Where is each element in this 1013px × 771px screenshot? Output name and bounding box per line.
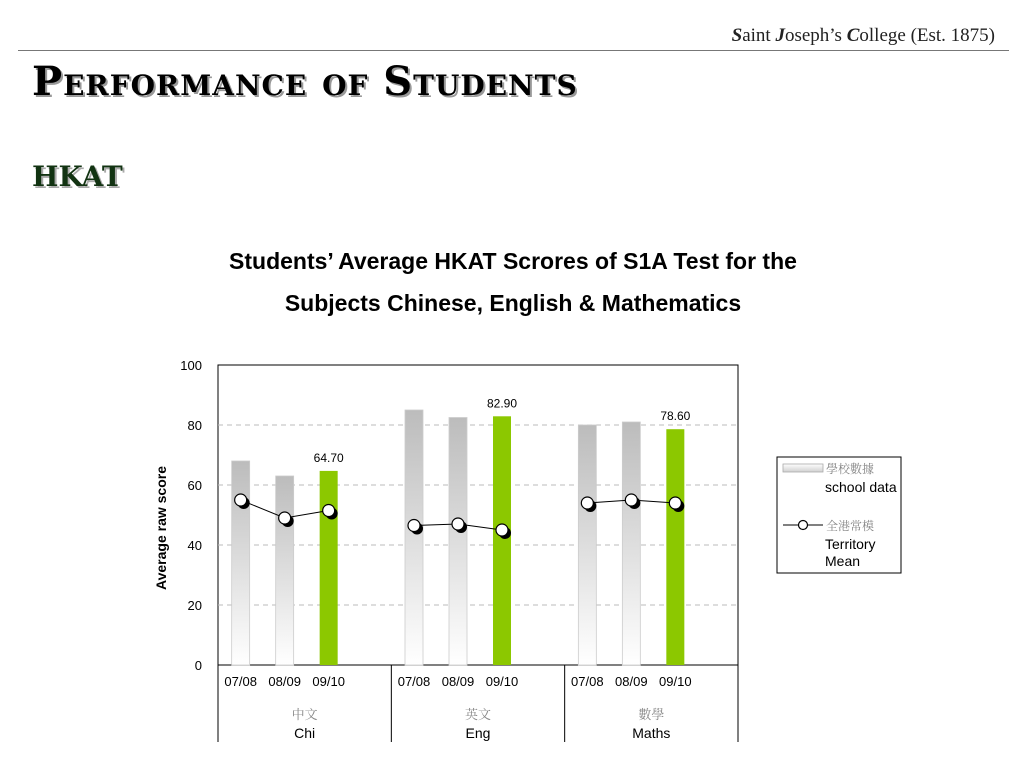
subject-zh-label: 中文 bbox=[291, 708, 318, 723]
bar-maths-1 bbox=[622, 422, 640, 665]
gridlines bbox=[218, 425, 738, 605]
x-tick-label: 09/10 bbox=[485, 674, 519, 689]
page-title: Performance of Students bbox=[32, 58, 578, 105]
subject-zh-label: 英文 bbox=[464, 708, 492, 723]
x-tick-label: 07/08 bbox=[224, 674, 257, 689]
y-tick-label: 60 bbox=[187, 478, 202, 493]
bar-chi-0 bbox=[232, 461, 250, 665]
x-tick-label: 07/08 bbox=[397, 674, 431, 689]
section-title: HKAT bbox=[32, 160, 123, 193]
x-tick-label: 08/09 bbox=[615, 674, 648, 689]
y-tick-label: 80 bbox=[187, 418, 202, 433]
subject-en-label: Eng bbox=[465, 725, 491, 741]
territory-marker bbox=[452, 518, 464, 530]
legend-school-en: school data bbox=[825, 479, 897, 495]
college-name: Saint Joseph’s College (Est. 1875) bbox=[731, 25, 995, 46]
territory-marker bbox=[408, 520, 420, 532]
legend-marker bbox=[799, 521, 808, 530]
y-tick-label: 100 bbox=[180, 358, 202, 373]
legend-territory-zh: 全港常模 bbox=[826, 519, 875, 533]
data-label: 78.60 bbox=[660, 409, 691, 424]
territory-marker bbox=[279, 512, 291, 524]
y-axis-label: Average raw score bbox=[153, 466, 169, 590]
chart-title-line2: Subjects Chinese, English & Mathematics bbox=[284, 290, 742, 316]
chart-title-line1: Students’ Average HKAT Scrores of S1A Test for the bbox=[229, 248, 797, 274]
x-tick-label: 09/10 bbox=[659, 674, 692, 689]
territory-marker bbox=[323, 505, 335, 517]
bar-maths-0 bbox=[578, 425, 596, 665]
territory-marker bbox=[235, 494, 247, 506]
territory-marker bbox=[625, 494, 637, 506]
bar-eng-2 bbox=[493, 416, 511, 665]
y-tick-label: 40 bbox=[187, 538, 202, 553]
bar-chi-2 bbox=[320, 471, 338, 665]
y-tick-label: 20 bbox=[187, 598, 202, 613]
legend bbox=[777, 457, 901, 573]
subject-zh-label: 數學 bbox=[638, 708, 665, 723]
territory-marker bbox=[581, 497, 593, 509]
data-label: 82.90 bbox=[486, 396, 518, 411]
y-tick-label: 0 bbox=[194, 658, 202, 673]
bar-eng-0 bbox=[405, 410, 423, 665]
x-tick-label: 07/08 bbox=[571, 674, 604, 689]
bar-eng-1 bbox=[449, 418, 467, 666]
x-tick-label: 09/10 bbox=[312, 674, 345, 689]
x-tick-label: 08/09 bbox=[441, 674, 475, 689]
subject-en-label: Chi bbox=[294, 725, 316, 741]
territory-marker bbox=[669, 497, 681, 509]
territory-marker bbox=[496, 524, 508, 536]
legend-bar-swatch bbox=[783, 464, 823, 472]
data-label: 64.70 bbox=[313, 450, 344, 465]
legend-territory-en2: Mean bbox=[825, 553, 861, 569]
bar-maths-2 bbox=[666, 429, 684, 665]
subject-en-label: Maths bbox=[632, 725, 671, 741]
bar-chi-1 bbox=[276, 476, 294, 665]
x-tick-label: 08/09 bbox=[268, 674, 301, 689]
legend-territory-en1: Territory bbox=[825, 536, 876, 552]
legend-school-zh: 學校數據 bbox=[826, 462, 875, 476]
